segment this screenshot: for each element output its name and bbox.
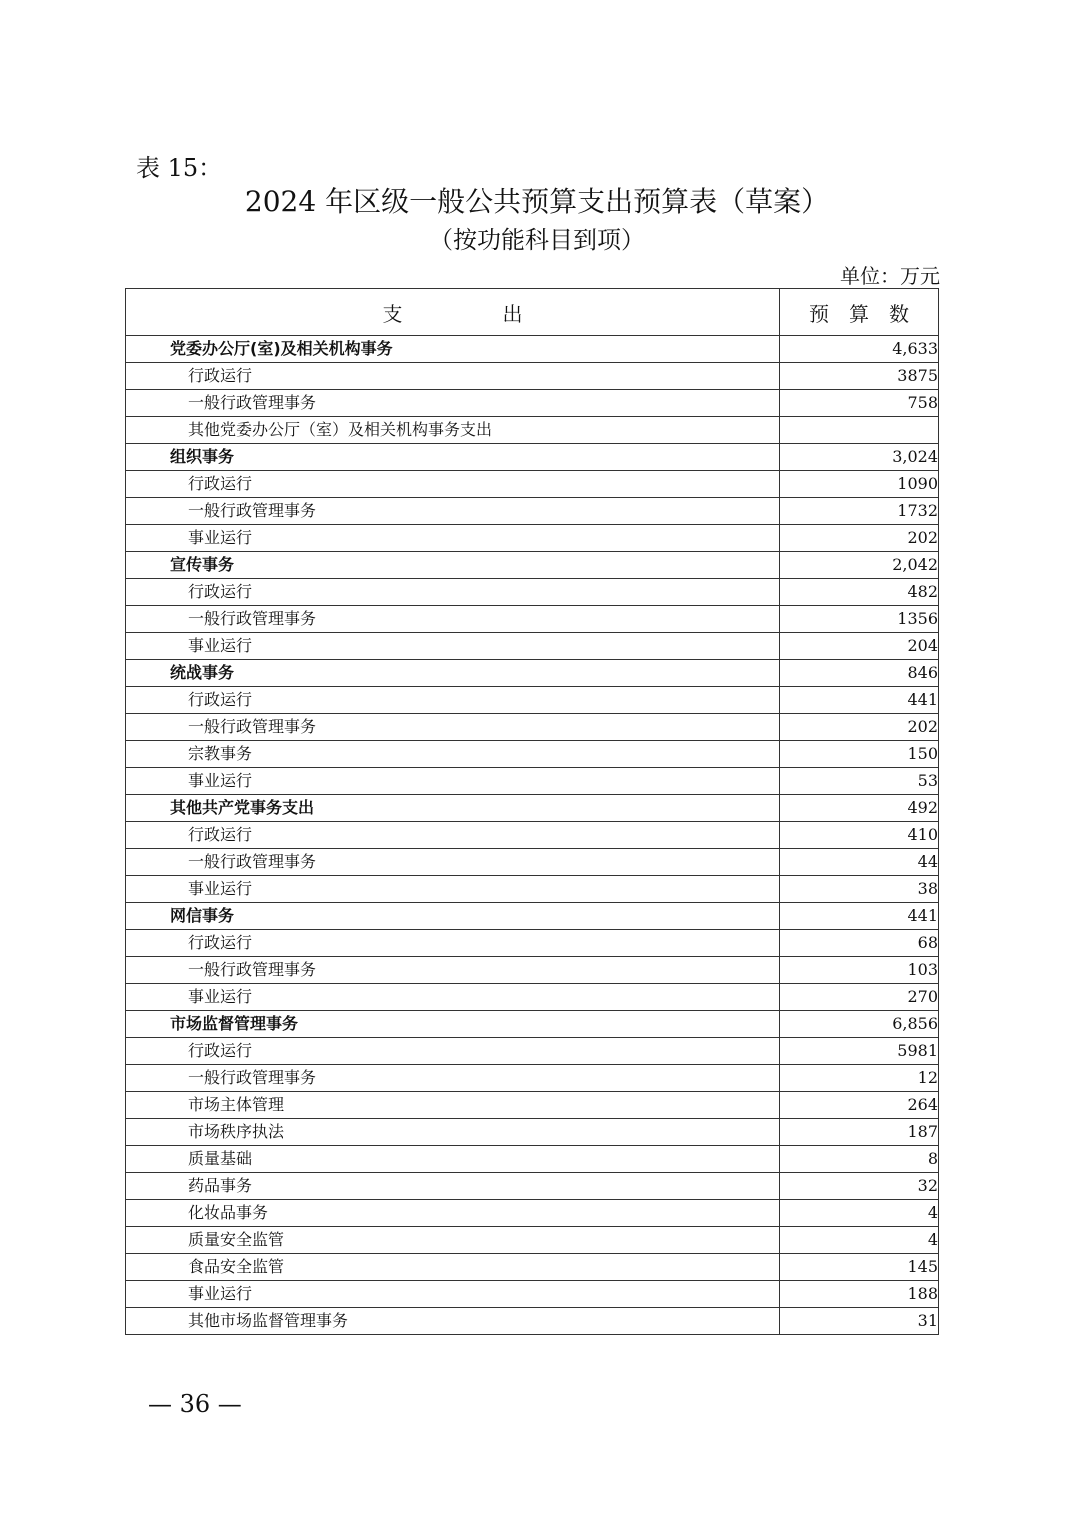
item-name: 行政运行 — [126, 579, 780, 606]
item-name: 一般行政管理事务 — [126, 606, 780, 633]
budget-value: 2,042 — [780, 552, 939, 579]
item-name: 事业运行 — [126, 768, 780, 795]
budget-value: 103 — [780, 957, 939, 984]
item-row — [126, 1038, 939, 1065]
item-name: 质量安全监管 — [126, 1227, 780, 1254]
category-row — [126, 336, 939, 363]
page-title: 2024 年区级一般公共预算支出预算表（草案） — [244, 185, 830, 218]
budget-value: 441 — [780, 903, 939, 930]
category-name: 宣传事务 — [126, 552, 780, 579]
budget-value: 32 — [780, 1173, 939, 1200]
item-row — [126, 1254, 939, 1281]
budget-value: 44 — [780, 849, 939, 876]
budget-value: 150 — [780, 741, 939, 768]
item-row — [126, 984, 939, 1011]
header-budget-amount: 预 算 数 — [780, 289, 939, 336]
item-name: 行政运行 — [126, 822, 780, 849]
budget-value: 264 — [780, 1092, 939, 1119]
category-name: 党委办公厅(室)及相关机构事务 — [126, 336, 780, 363]
budget-value: 187 — [780, 1119, 939, 1146]
item-row — [126, 957, 939, 984]
budget-table — [125, 288, 939, 1335]
budget-value: 1732 — [780, 498, 939, 525]
table-header-row — [126, 289, 939, 336]
item-name: 一般行政管理事务 — [126, 714, 780, 741]
item-row — [126, 1227, 939, 1254]
item-name: 事业运行 — [126, 876, 780, 903]
category-row — [126, 1011, 939, 1038]
unit-label: 单位：万元 — [840, 264, 940, 288]
budget-value: 145 — [780, 1254, 939, 1281]
item-name: 其他市场监督管理事务 — [126, 1308, 780, 1335]
item-row — [126, 1173, 939, 1200]
item-row — [126, 606, 939, 633]
budget-value: 4,633 — [780, 336, 939, 363]
item-row — [126, 1146, 939, 1173]
item-name: 行政运行 — [126, 687, 780, 714]
budget-value: 3875 — [780, 363, 939, 390]
item-row — [126, 849, 939, 876]
item-row — [126, 1065, 939, 1092]
category-row — [126, 552, 939, 579]
item-name: 药品事务 — [126, 1173, 780, 1200]
item-row — [126, 741, 939, 768]
budget-value: 482 — [780, 579, 939, 606]
item-row — [126, 633, 939, 660]
budget-value: 5981 — [780, 1038, 939, 1065]
table-label: 表 15： — [136, 154, 223, 182]
item-name: 事业运行 — [126, 525, 780, 552]
item-row — [126, 687, 939, 714]
budget-value: 1090 — [780, 471, 939, 498]
budget-value: 68 — [780, 930, 939, 957]
item-name: 行政运行 — [126, 471, 780, 498]
budget-value: 12 — [780, 1065, 939, 1092]
category-name: 组织事务 — [126, 444, 780, 471]
item-row — [126, 930, 939, 957]
budget-value: 8 — [780, 1146, 939, 1173]
item-row — [126, 471, 939, 498]
budget-value: 204 — [780, 633, 939, 660]
item-name: 其他党委办公厅（室）及相关机构事务支出 — [126, 417, 780, 444]
budget-value: 1356 — [780, 606, 939, 633]
item-name: 化妆品事务 — [126, 1200, 780, 1227]
budget-value: 53 — [780, 768, 939, 795]
budget-value: 758 — [780, 390, 939, 417]
item-name: 一般行政管理事务 — [126, 1065, 780, 1092]
budget-value: 441 — [780, 687, 939, 714]
item-row — [126, 714, 939, 741]
item-row — [126, 390, 939, 417]
budget-value: 4 — [780, 1227, 939, 1254]
category-row — [126, 795, 939, 822]
item-name: 宗教事务 — [126, 741, 780, 768]
item-name: 事业运行 — [126, 1281, 780, 1308]
item-row — [126, 1308, 939, 1335]
budget-value: 202 — [780, 714, 939, 741]
page-number: — 36 — — [148, 1390, 242, 1418]
item-row — [126, 498, 939, 525]
header-expenditure: 支 出 — [126, 289, 780, 336]
budget-value: 6,856 — [780, 1011, 939, 1038]
category-row — [126, 903, 939, 930]
item-row — [126, 579, 939, 606]
category-row — [126, 444, 939, 471]
budget-value: 410 — [780, 822, 939, 849]
item-name: 事业运行 — [126, 633, 780, 660]
item-row — [126, 1119, 939, 1146]
category-row — [126, 660, 939, 687]
budget-value: 202 — [780, 525, 939, 552]
item-row — [126, 363, 939, 390]
category-name: 网信事务 — [126, 903, 780, 930]
item-row — [126, 1200, 939, 1227]
item-name: 质量基础 — [126, 1146, 780, 1173]
item-name: 市场秩序执法 — [126, 1119, 780, 1146]
item-name: 一般行政管理事务 — [126, 849, 780, 876]
category-name: 统战事务 — [126, 660, 780, 687]
item-name: 一般行政管理事务 — [126, 957, 780, 984]
budget-value: 492 — [780, 795, 939, 822]
budget-value: 38 — [780, 876, 939, 903]
item-row — [126, 525, 939, 552]
budget-value: 270 — [780, 984, 939, 1011]
item-name: 市场主体管理 — [126, 1092, 780, 1119]
item-name: 一般行政管理事务 — [126, 390, 780, 417]
budget-value: 846 — [780, 660, 939, 687]
item-row — [126, 822, 939, 849]
page-subtitle: （按功能科目到项） — [429, 226, 645, 254]
item-name: 食品安全监管 — [126, 1254, 780, 1281]
item-row — [126, 1281, 939, 1308]
budget-value — [780, 417, 939, 444]
budget-value: 31 — [780, 1308, 939, 1335]
budget-value: 188 — [780, 1281, 939, 1308]
item-row — [126, 768, 939, 795]
item-row — [126, 1092, 939, 1119]
item-row — [126, 876, 939, 903]
table-body — [126, 336, 939, 1335]
budget-value: 3,024 — [780, 444, 939, 471]
item-name: 行政运行 — [126, 1038, 780, 1065]
item-row — [126, 417, 939, 444]
item-name: 行政运行 — [126, 930, 780, 957]
category-name: 市场监督管理事务 — [126, 1011, 780, 1038]
budget-value: 4 — [780, 1200, 939, 1227]
category-name: 其他共产党事务支出 — [126, 795, 780, 822]
item-name: 行政运行 — [126, 363, 780, 390]
item-name: 一般行政管理事务 — [126, 498, 780, 525]
item-name: 事业运行 — [126, 984, 780, 1011]
